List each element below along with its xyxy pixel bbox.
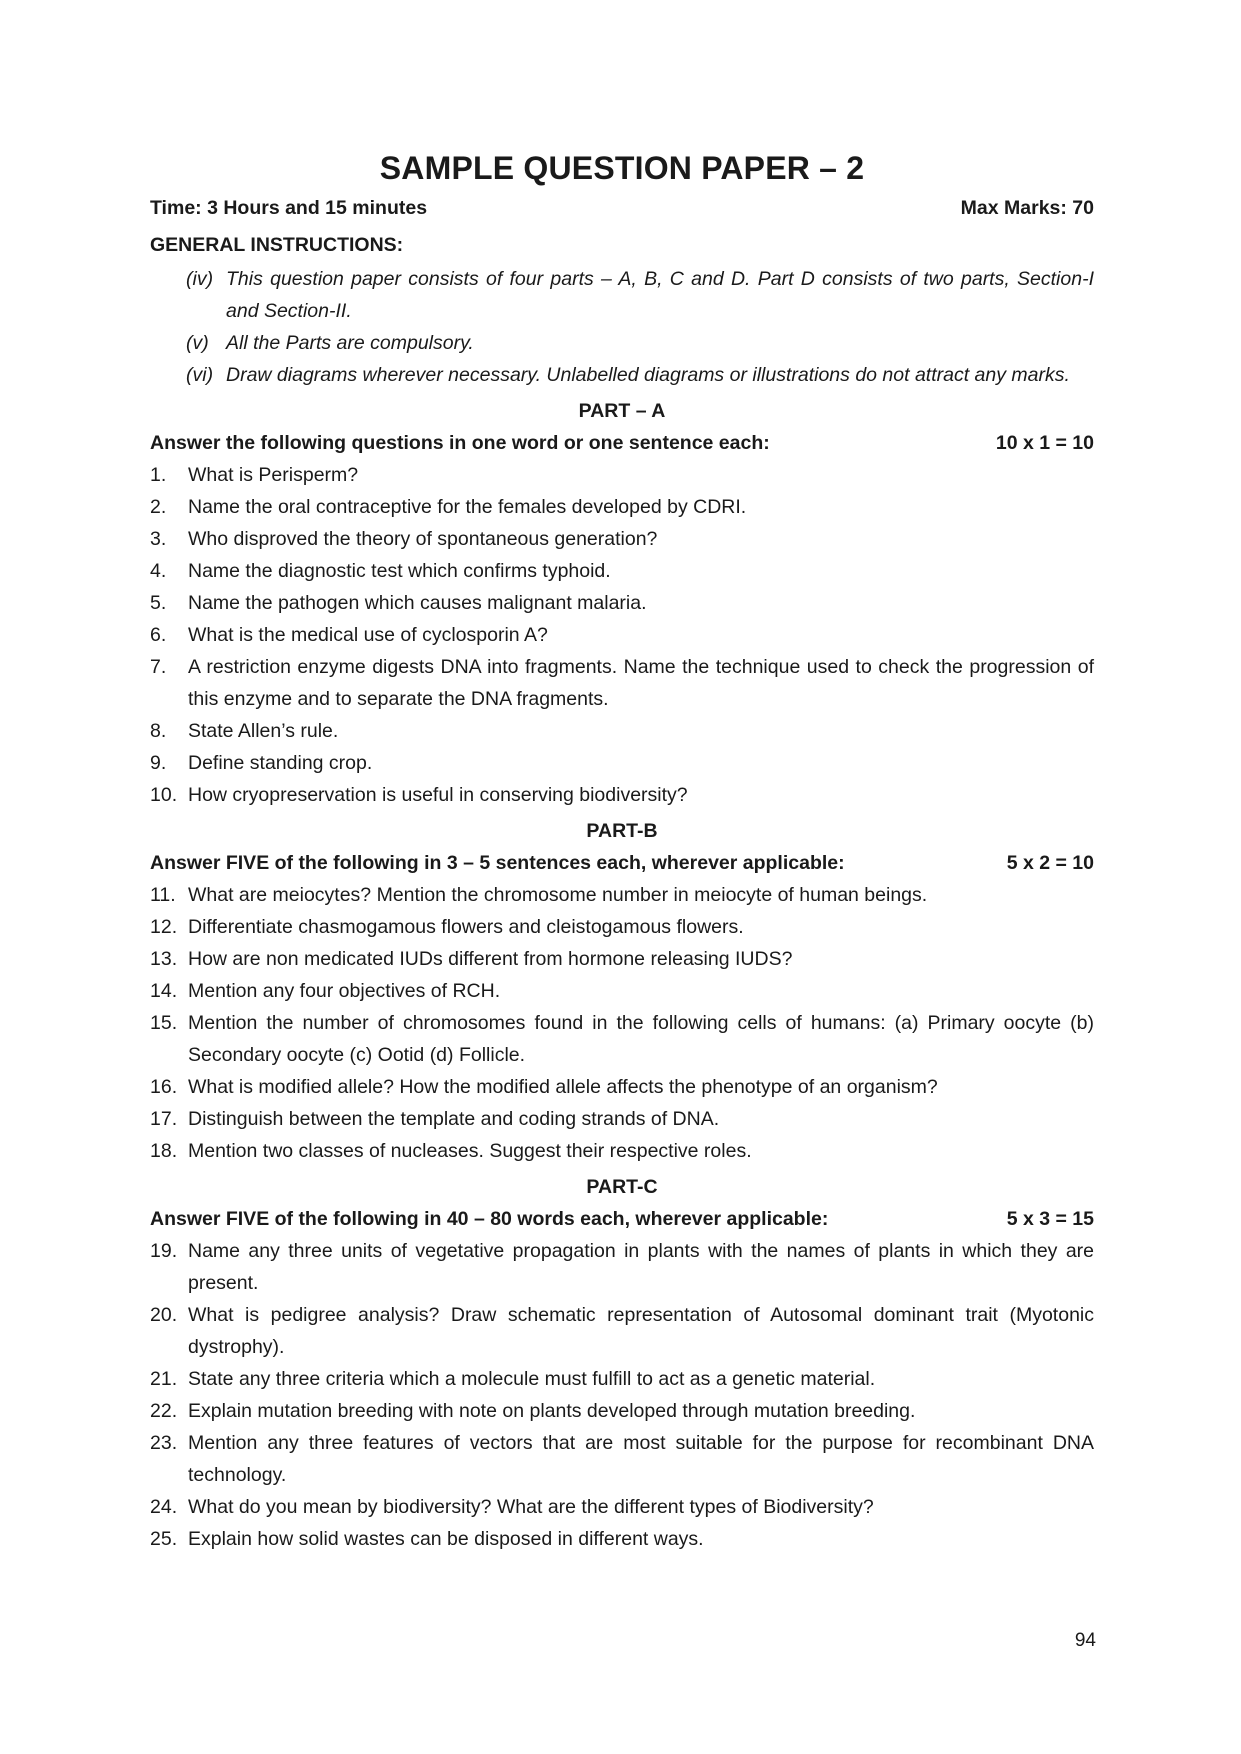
- question-text: Distinguish between the template and coding strands of DNA.: [188, 1108, 720, 1130]
- instruction-item: [186, 327, 1094, 359]
- question-number: 20.: [150, 1304, 178, 1326]
- question-text: Mention any four objectives of RCH.: [188, 980, 501, 1002]
- question-number: 2.: [150, 496, 167, 518]
- part-section: [150, 395, 1094, 811]
- question-number: 22.: [150, 1400, 178, 1422]
- question-item: [150, 1071, 1094, 1103]
- question-number: 24.: [150, 1496, 178, 1518]
- question-number: 7.: [150, 656, 167, 678]
- part-directive: [150, 1203, 1094, 1235]
- question-number: 14.: [150, 980, 178, 1002]
- question-number: 12.: [150, 916, 178, 938]
- question-text: What is the medical use of cyclosporin A?: [188, 624, 548, 646]
- instruction-number: (iv): [186, 268, 214, 290]
- question-item: [150, 555, 1094, 587]
- question-text: A restriction enzyme digests DNA into fragments. Name the technique used to check the progression of this enzyme and to separate the DNA fragments.: [188, 656, 1094, 710]
- instruction-number: (v): [186, 332, 209, 354]
- instruction-item: [186, 359, 1094, 391]
- question-item: [150, 943, 1094, 975]
- question-text: Mention two classes of nucleases. Suggest their respective roles.: [188, 1140, 752, 1162]
- question-item: [150, 1491, 1094, 1523]
- question-text: Explain mutation breeding with note on plants developed through mutation breeding.: [188, 1400, 916, 1422]
- question-text: How are non medicated IUDs different from hormone releasing IUDS?: [188, 948, 793, 970]
- instruction-number: (vi): [186, 364, 214, 386]
- question-item: [150, 1007, 1094, 1071]
- part-marks: 5 x 2 = 10: [1006, 852, 1094, 874]
- directive-text: Answer FIVE of the following in 40 – 80 words each, wherever applicable:: [150, 1208, 829, 1230]
- question-number: 1.: [150, 464, 167, 486]
- question-text: Define standing crop.: [188, 752, 373, 774]
- question-text: State Allen’s rule.: [188, 720, 339, 742]
- part-section: [150, 815, 1094, 1167]
- part-directive: [150, 427, 1094, 459]
- part-directive: [150, 847, 1094, 879]
- question-item: [150, 1523, 1094, 1555]
- question-text: What is modified allele? How the modified allele affects the phenotype of an organism?: [188, 1076, 938, 1098]
- question-text: What are meiocytes? Mention the chromosome number in meiocyte of human beings.: [188, 884, 928, 906]
- part-marks: 10 x 1 = 10: [995, 432, 1094, 454]
- part-heading: PART-B: [586, 820, 658, 842]
- question-item: [150, 459, 1094, 491]
- general-instructions-heading: GENERAL INSTRUCTIONS:: [150, 234, 404, 256]
- question-text: Name the diagnostic test which confirms typhoid.: [188, 560, 611, 582]
- question-item: [150, 779, 1094, 811]
- exam-time: Time: 3 Hours and 15 minutes: [150, 197, 428, 219]
- question-number: 16.: [150, 1076, 178, 1098]
- question-item: [150, 715, 1094, 747]
- question-number: 21.: [150, 1368, 178, 1390]
- question-number: 6.: [150, 624, 167, 646]
- question-item: [150, 879, 1094, 911]
- question-number: 8.: [150, 720, 167, 742]
- question-text: Mention the number of chromosomes found in the following cells of humans: (a) Primary oocyte (b) Secondary oocyte (c) Ootid (d) Follicle.: [188, 1012, 1094, 1066]
- instruction-text: Draw diagrams wherever necessary. Unlabelled diagrams or illustrations do not attract any marks.: [226, 364, 1070, 386]
- question-text: Differentiate chasmogamous flowers and cleistogamous flowers.: [188, 916, 744, 938]
- question-number: 17.: [150, 1108, 178, 1130]
- question-item: [150, 1395, 1094, 1427]
- question-text: How cryopreservation is useful in conserving biodiversity?: [188, 784, 688, 806]
- exam-max-marks: Max Marks: 70: [960, 197, 1094, 219]
- question-number: 3.: [150, 528, 167, 550]
- part-marks: 5 x 3 = 15: [1006, 1208, 1094, 1230]
- question-number: 9.: [150, 752, 167, 774]
- question-text: What do you mean by biodiversity? What are the different types of Biodiversity?: [188, 1496, 874, 1518]
- question-item: [150, 1299, 1094, 1363]
- question-text: Explain how solid wastes can be disposed in different ways.: [188, 1528, 704, 1550]
- part-heading: PART – A: [578, 400, 666, 422]
- parts-container: [150, 395, 1094, 1555]
- question-item: [150, 1363, 1094, 1395]
- question-item: [150, 911, 1094, 943]
- question-number: 15.: [150, 1012, 178, 1034]
- question-item: [150, 523, 1094, 555]
- question-item: [150, 619, 1094, 651]
- question-item: [150, 1235, 1094, 1299]
- instruction-text: All the Parts are compulsory.: [226, 332, 474, 354]
- question-text: Name the pathogen which causes malignant malaria.: [188, 592, 647, 614]
- directive-text: Answer FIVE of the following in 3 – 5 sentences each, wherever applicable:: [150, 852, 845, 874]
- question-number: 25.: [150, 1528, 178, 1550]
- instruction-item: [186, 263, 1094, 327]
- question-text: State any three criteria which a molecule must fulfill to act as a genetic material.: [188, 1368, 876, 1390]
- question-text: Name any three units of vegetative propagation in plants with the names of plants in which they are present.: [188, 1240, 1094, 1294]
- question-text: Name the oral contraceptive for the females developed by CDRI.: [188, 496, 747, 518]
- question-number: 10.: [150, 784, 178, 806]
- question-text: Who disproved the theory of spontaneous generation?: [188, 528, 658, 550]
- question-text: What is Perisperm?: [188, 464, 359, 486]
- instruction-text: This question paper consists of four parts – A, B, C and D. Part D consists of two parts, Section-I and Section-II.: [226, 268, 1094, 322]
- part-heading: PART-C: [586, 1176, 658, 1198]
- part-section: [150, 1171, 1094, 1555]
- question-item: [150, 1103, 1094, 1135]
- question-item: [150, 747, 1094, 779]
- question-item: [150, 975, 1094, 1007]
- question-number: 23.: [150, 1432, 178, 1454]
- question-number: 13.: [150, 948, 178, 970]
- exam-meta: [150, 197, 1094, 220]
- question-item: [150, 1427, 1094, 1491]
- page-title: SAMPLE QUESTION PAPER – 2: [379, 150, 865, 186]
- question-text: Mention any three features of vectors that are most suitable for the purpose for recombinant DNA technology.: [188, 1432, 1094, 1486]
- question-number: 4.: [150, 560, 167, 582]
- question-number: 5.: [150, 592, 167, 614]
- directive-text: Answer the following questions in one word or one sentence each:: [150, 432, 770, 454]
- general-instructions-list: [186, 263, 1094, 391]
- question-item: [150, 587, 1094, 619]
- question-paper-page: [150, 150, 1094, 1555]
- question-number: 19.: [150, 1240, 178, 1262]
- question-item: [150, 1135, 1094, 1167]
- question-number: 18.: [150, 1140, 178, 1162]
- page-number: 94: [1074, 1630, 1096, 1651]
- question-number: 11.: [150, 884, 176, 906]
- question-text: What is pedigree analysis? Draw schematic representation of Autosomal dominant trait (Myotonic dystrophy).: [188, 1304, 1094, 1358]
- question-item: [150, 651, 1094, 715]
- question-item: [150, 491, 1094, 523]
